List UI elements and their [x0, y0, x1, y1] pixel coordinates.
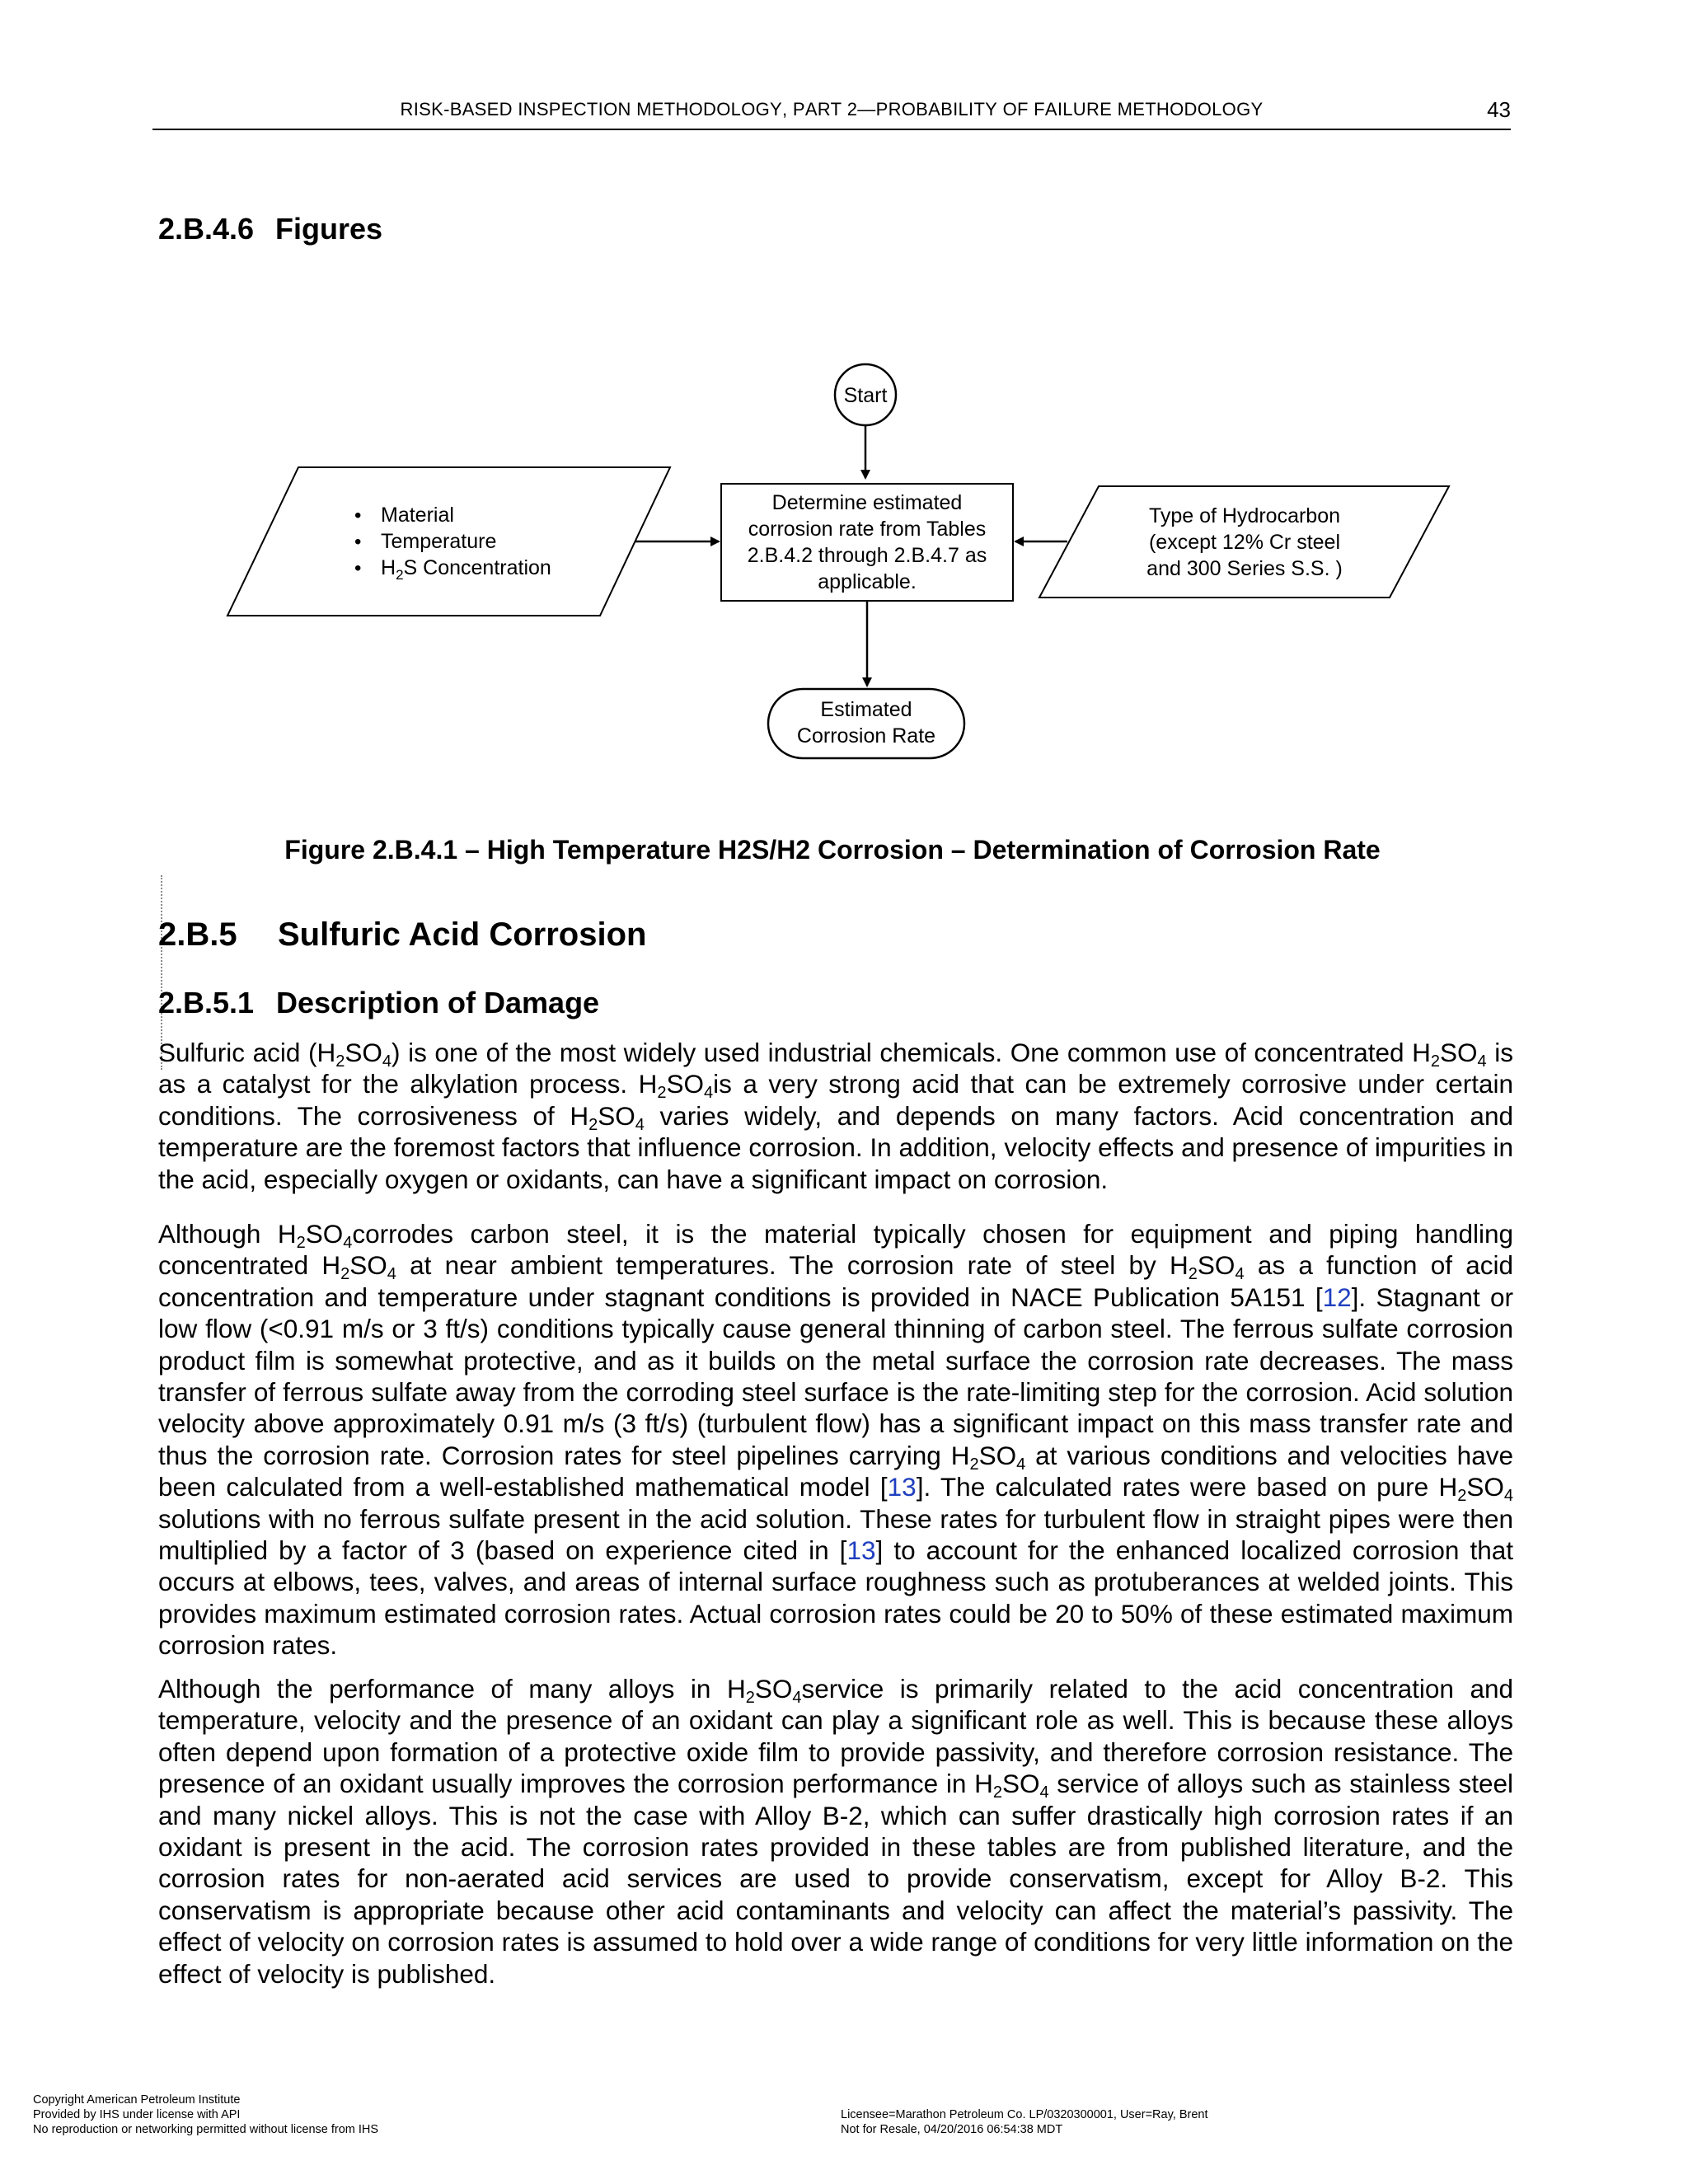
bullet-icon: •: [354, 557, 362, 579]
bullet-icon: •: [354, 531, 362, 553]
input-temperature: Temperature: [381, 530, 497, 553]
process-text-line: applicable.: [818, 570, 917, 593]
hydrocarbon-text-line: and 300 Series S.S. ): [1146, 557, 1343, 580]
page-number: 43: [1487, 97, 1511, 122]
footer-copyright: Copyright American Petroleum Institute Provided by IHS under license with API No reproduction or networking permitted without license from IHS: [33, 2093, 379, 2136]
section-title: Sulfuric Acid Corrosion: [278, 916, 647, 953]
process-text-line: corrosion rate from Tables: [748, 518, 987, 541]
running-header-title: RISK-BASED INSPECTION METHODOLOGY, PART 2—PROBABILITY OF FAILURE METHODOLOGY: [400, 99, 1264, 120]
hydrocarbon-text-line: Type of Hydrocarbon: [1148, 504, 1341, 527]
bullet-icon: •: [354, 504, 362, 527]
result-text-line: Corrosion Rate: [796, 724, 936, 748]
section-heading-description: [158, 986, 599, 1020]
paragraph-3: Although the performance of many alloys in $H_2SO_4service$ is primarily related to the acid concentration and temperature, velocity and the presence of an oxidant can play a significant role as well. This is because these alloys often depend upon formation of a protective oxide film to provide passivity, and therefore corrosion resistance. The presence of an oxidant usually improves the corrosion performance in $H_2SO_4$ service of alloys such as stainless steel and many nickel alloys. This is not the case with Alloy B-2, which can suffer drastically high corrosion rates if an oxidant is present in the acid. The corrosion rates provided in these tables are from published literature, and the corrosion rates for non-aerated acid services are used to provide conservatism, except for Alloy B-2. This conservatism is appropriate because other acid contaminants and velocity can affect the material’s passivity. The effect of velocity on corrosion rates is assumed to hold over a wide range of conditions for very little information on the effect of velocity is published.: [158, 1674, 1513, 1989]
section-title: Description of Damage: [276, 986, 600, 1019]
reference-link[interactable]: 12: [1322, 1282, 1352, 1312]
input-h2s-concentration: $H_2S$ Concentration: [381, 556, 551, 583]
section-title: Figures: [275, 212, 383, 246]
input-material: Material: [381, 504, 454, 527]
footer-license: Licensee=Marathon Petroleum Co. LP/0320300001, User=Ray, Brent Not for Resale, 04/20/2016 06:54:38 MDT: [841, 2108, 1208, 2136]
section-number: 2.B.5.1: [158, 986, 255, 1019]
flowchart-diagram: [0, 0, 1688, 824]
section-number: 2.B.4.6: [158, 212, 255, 246]
figure-caption: Figure 2.B.4.1 – High Temperature H2S/H2 Corrosion – Determination of Corrosion Rate: [284, 835, 1381, 865]
section-number: 2.B.5: [158, 916, 237, 953]
hydrocarbon-text-line: (except 12% Cr steel: [1148, 531, 1341, 554]
reference-link[interactable]: 13: [846, 1535, 876, 1566]
section-heading-sulfuric-acid: [158, 916, 646, 954]
paragraph-1: Sulfuric acid $(H_2SO_4)$ is one of the most widely used industrial chemicals. One common use of concentrated $H_2SO_4$ is as a catalyst for the alkylation process. $H_2SO_4is$ a very strong acid that can be extremely corrosive under certain conditions. The corrosiveness of $H_2SO_4$ varies widely, and depends on many factors. Acid concentration and temperature are the foremost factors that influence corrosion. In addition, velocity effects and presence of impurities in the acid, especially oxygen or oxidants, can have a significant impact on corrosion.: [158, 1038, 1514, 1194]
reference-link[interactable]: 13: [887, 1472, 917, 1502]
start-label: Start: [843, 384, 888, 407]
result-text-line: Estimated: [820, 698, 912, 721]
process-text-line: 2.B.4.2 through 2.B.4.7 as: [747, 544, 987, 567]
process-text-line: Determine estimated: [771, 491, 963, 514]
paragraph-2: Although $H_2SO_4corrodes$ carbon steel, it is the material typically chosen for equipment and piping handling concentrated $H_2SO_4$ at near ambient temperatures. The corrosion rate of steel by $H_2SO_4$ as a function of acid concentration and temperature under stagnant conditions is provided in NACE Publication 5A151 [12]. Stagnant or low flow (<0.91 m/s or 3 ft/s) conditions typically cause general thinning of carbon steel. The ferrous sulfate corrosion product film is somewhat protective, and as it builds on the metal surface the corrosion rate decreases. The mass transfer of ferrous sulfate away from the corroding steel surface is the rate-limiting step for the corrosion. Acid solution velocity above approximately 0.91 m/s (3 ft/s) (turbulent flow) has a significant impact on this mass transfer rate and thus the corrosion rate. Corrosion rates for steel pipelines carrying $H_2SO_4$ at various conditions and velocities have been calculated from a well-established mathematical model [13]. The calculated rates were based on pure $H_2SO_4$ solutions with no ferrous sulfate present in the acid solution. These rates for turbulent flow in straight pipes were then multiplied by a factor of 3 (based on experience cited in [13] to account for the enhanced localized corrosion that occurs at elbows, tees, valves, and areas of internal surface roughness such as protuberances at welded joints. This provides maximum estimated corrosion rates. Actual corrosion rates could be 20 to 50% of these estimated maximum corrosion rates.: [158, 1219, 1514, 1661]
